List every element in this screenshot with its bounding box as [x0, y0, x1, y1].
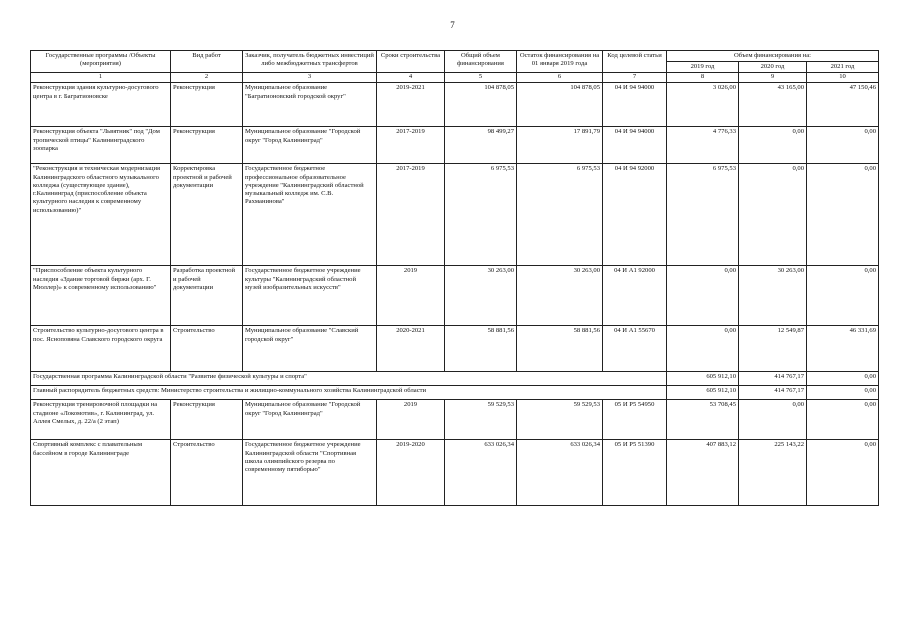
code: 05 И Р5 54950	[603, 400, 667, 440]
amount-2020: 43 165,00	[739, 83, 807, 127]
object-name: Спортивный комплекс с плавательным бассейном в городе Калининграде	[31, 440, 171, 506]
amount-2021: 0,00	[807, 164, 879, 266]
customer: Муниципальное образование "Городской округ "Город Калининград"	[243, 127, 377, 164]
work-type: Корректировка проектной и рабочей документации	[171, 164, 243, 266]
customer: Муниципальное образование "Багратионовский городской округ"	[243, 83, 377, 127]
amount-2021: 46 331,69	[807, 326, 879, 372]
amount-2020: 12 549,87	[739, 326, 807, 372]
table-row	[31, 127, 879, 164]
total: 30 263,00	[445, 266, 517, 326]
col-number: 7	[603, 73, 667, 83]
page-number: 7	[450, 20, 455, 30]
amount-2019: 0,00	[667, 266, 739, 326]
remaining: 104 878,05	[517, 83, 603, 127]
terms: 2019-2021	[377, 83, 445, 127]
amount-2020: 225 143,22	[739, 440, 807, 506]
remaining: 59 529,53	[517, 400, 603, 440]
col-header-2020: 2020 год	[739, 62, 807, 73]
amount-2019: 0,00	[667, 326, 739, 372]
code: 04 И А1 55670	[603, 326, 667, 372]
object-name: Строительство культурно-досугового центра в пос. Ясноповяна Славского городского округа	[31, 326, 171, 372]
col-number: 2	[171, 73, 243, 83]
amount-2019: 4 776,33	[667, 127, 739, 164]
remaining: 17 891,79	[517, 127, 603, 164]
customer: Муниципальное образование "Славский городской округ"	[243, 326, 377, 372]
object-name: Реконструкция объекта "Львятник" под "Дом тропической птицы" Калининградского зоопарка	[31, 127, 171, 164]
table-row	[31, 440, 879, 506]
col-number: 10	[807, 73, 879, 83]
terms: 2019	[377, 266, 445, 326]
work-type: Реконструкция	[171, 83, 243, 127]
work-type: Реконструкция	[171, 400, 243, 440]
program-2021: 0,00	[807, 372, 879, 386]
remaining: 633 026,34	[517, 440, 603, 506]
total: 59 529,53	[445, 400, 517, 440]
terms: 2019	[377, 400, 445, 440]
terms: 2017-2019	[377, 164, 445, 266]
amount-2019: 6 975,53	[667, 164, 739, 266]
amount-2020: 0,00	[739, 400, 807, 440]
object-name: "Приспособление объекта культурного наследия «Здание торговой биржи (арх. Г. Мюллер)» к современному использованию"	[31, 266, 171, 326]
col-number: 1	[31, 73, 171, 83]
remaining: 30 263,00	[517, 266, 603, 326]
investment-table	[30, 50, 879, 506]
col-header-2019: 2019 год	[667, 62, 739, 73]
remaining: 6 975,53	[517, 164, 603, 266]
work-type: Реконструкция	[171, 127, 243, 164]
col-header-remaining: Остаток финансирования на 01 января 2019 года	[517, 51, 603, 73]
col-header-program: Государственные программы /Объекты (мероприятия)	[31, 51, 171, 73]
amount-2019: 53 708,45	[667, 400, 739, 440]
col-header-2021: 2021 год	[807, 62, 879, 73]
col-number: 8	[667, 73, 739, 83]
column-numbers-row	[31, 73, 879, 83]
program-total-row	[31, 372, 879, 386]
manager-2021: 0,00	[807, 386, 879, 400]
amount-2020: 0,00	[739, 127, 807, 164]
program-2020: 414 767,17	[739, 372, 807, 386]
code: 04 И 94 92000	[603, 164, 667, 266]
amount-2021: 0,00	[807, 440, 879, 506]
col-header-funding: Объем финансирования на:	[667, 51, 879, 62]
terms: 2020-2021	[377, 326, 445, 372]
customer: Государственное бюджетное учреждение Калининградской области "Спортивная школа олимпийского резерва по современному пятиборью"	[243, 440, 377, 506]
col-number: 3	[243, 73, 377, 83]
work-type: Строительство	[171, 440, 243, 506]
amount-2021: 0,00	[807, 127, 879, 164]
customer: Государственное бюджетное учреждение культуры "Калининградский областной музей изобразительных искусств"	[243, 266, 377, 326]
object-name: "Реконструкция и техническая модернизация Калининградского областного музыкального колледжа (существующее здание), г.Калининград (приспособление объекта культурного наследия к современному использованию)"	[31, 164, 171, 266]
col-number: 5	[445, 73, 517, 83]
work-type: Разработка проектной и рабочей документации	[171, 266, 243, 326]
manager-2020: 414 767,17	[739, 386, 807, 400]
amount-2020: 30 263,00	[739, 266, 807, 326]
amount-2019: 407 883,12	[667, 440, 739, 506]
program-title: Государственная программа Калининградской области "Развитие физической культуры и спорта"	[31, 372, 667, 386]
customer: Муниципальное образование "Городской округ "Город Калининград"	[243, 400, 377, 440]
code: 05 И Р5 51390	[603, 440, 667, 506]
manager-total-row	[31, 386, 879, 400]
col-header-work-type: Вид работ	[171, 51, 243, 73]
manager-title: Главный распорядитель бюджетных средств: Министерство строительства и жилищно-коммунального хозяйства Калининградской области	[31, 386, 667, 400]
col-header-customer: Заказчик, получатель бюджетных инвестиций либо межбюджетных трансфертов	[243, 51, 377, 73]
table-row	[31, 400, 879, 440]
total: 98 499,27	[445, 127, 517, 164]
total: 633 026,34	[445, 440, 517, 506]
work-type: Строительство	[171, 326, 243, 372]
total: 58 881,56	[445, 326, 517, 372]
col-number: 6	[517, 73, 603, 83]
object-name: Реконструкция здания культурно-досугового центра в г. Багратионовске	[31, 83, 171, 127]
col-header-code: Код целевой статьи	[603, 51, 667, 73]
manager-2019: 605 912,10	[667, 386, 739, 400]
col-header-total: Общий объем финансирования	[445, 51, 517, 73]
amount-2021: 0,00	[807, 400, 879, 440]
col-number: 4	[377, 73, 445, 83]
code: 04 И 94 94000	[603, 83, 667, 127]
col-number: 9	[739, 73, 807, 83]
amount-2020: 0,00	[739, 164, 807, 266]
code: 04 И 94 94000	[603, 127, 667, 164]
customer: Государственное бюджетное профессиональное образовательное учреждение "Калининградский областной музыкальный колледж им. С.В. Рахманинова"	[243, 164, 377, 266]
object-name: Реконструкция тренировочной площадки на стадионе «Локомотив», г. Калининград, ул. Аллея Смелых, д. 22/а (2 этап)	[31, 400, 171, 440]
table-row	[31, 266, 879, 326]
table-row	[31, 164, 879, 266]
total: 104 878,05	[445, 83, 517, 127]
table-row	[31, 83, 879, 127]
header-row	[31, 51, 879, 62]
remaining: 58 881,56	[517, 326, 603, 372]
total: 6 975,53	[445, 164, 517, 266]
amount-2021: 0,00	[807, 266, 879, 326]
col-header-terms: Сроки строительства	[377, 51, 445, 73]
amount-2021: 47 150,46	[807, 83, 879, 127]
terms: 2019-2020	[377, 440, 445, 506]
code: 04 И А1 92000	[603, 266, 667, 326]
program-2019: 605 912,10	[667, 372, 739, 386]
table-row	[31, 326, 879, 372]
terms: 2017-2019	[377, 127, 445, 164]
amount-2019: 3 026,00	[667, 83, 739, 127]
